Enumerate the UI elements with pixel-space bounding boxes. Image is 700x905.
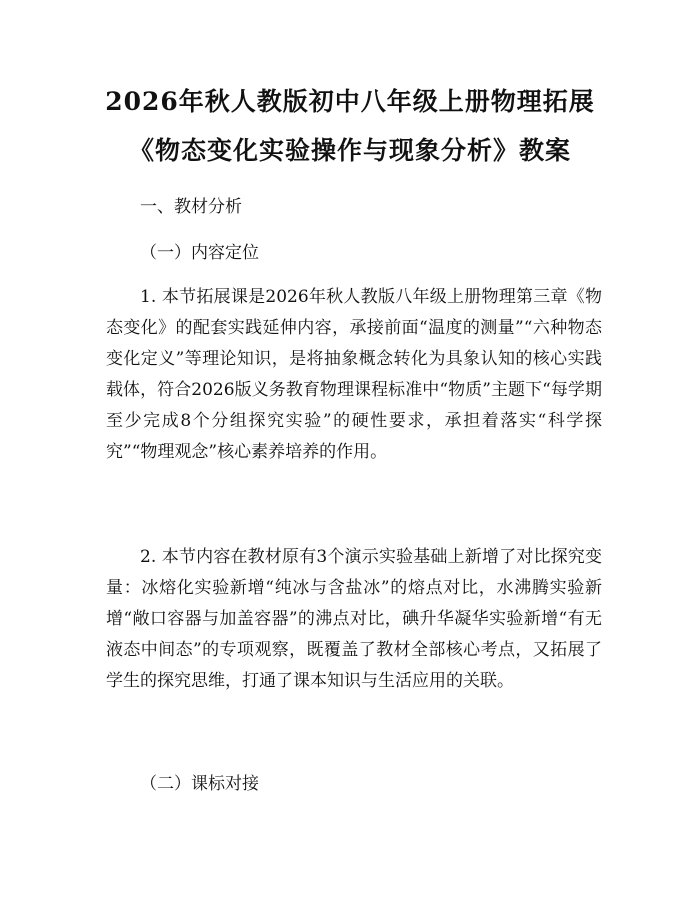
document-title-line-1: 2026年秋人教版初中八年级上册物理拓展 [105,87,595,116]
document-title-line-2: 《物态变化实验操作与现象分析》教案 [128,136,571,165]
subsection-heading-content-positioning: （一）内容定位 [140,243,259,263]
paragraph-2: 2. 本节内容在教材原有3个演示实验基础上新增了对比探究变量：冰熔化实验新增“纯冰与含盐冰”的熔点对比，水沸腾实验新增“敞口容器与加盖容器”的沸点对比，碘升华凝华实验新增“有无液态中间态”的专项观察，既覆盖了教材全部核心考点，又拓展了学生的探究思维，打通了课本知识与生活应用的关联。 [106,547,602,691]
subsection-heading-curriculum-alignment: （二）课标对接 [140,774,259,794]
paragraph-1: 1. 本节拓展课是2026年秋人教版八年级上册物理第三章《物态变化》的配套实践延伸内容，承接前面“温度的测量”“六种物态变化定义”等理论知识，是将抽象概念转化为具象认知的核心实践载体，符合2026版义务教育物理课程标准中“物质”主题下“每学期至少完成8个分组探究实验”的硬性要求，承担着落实“科学探究”“物理观念”核心素养培养的作用。 [106,287,602,462]
section-heading-teaching-material-analysis: 一、教材分析 [140,197,242,217]
